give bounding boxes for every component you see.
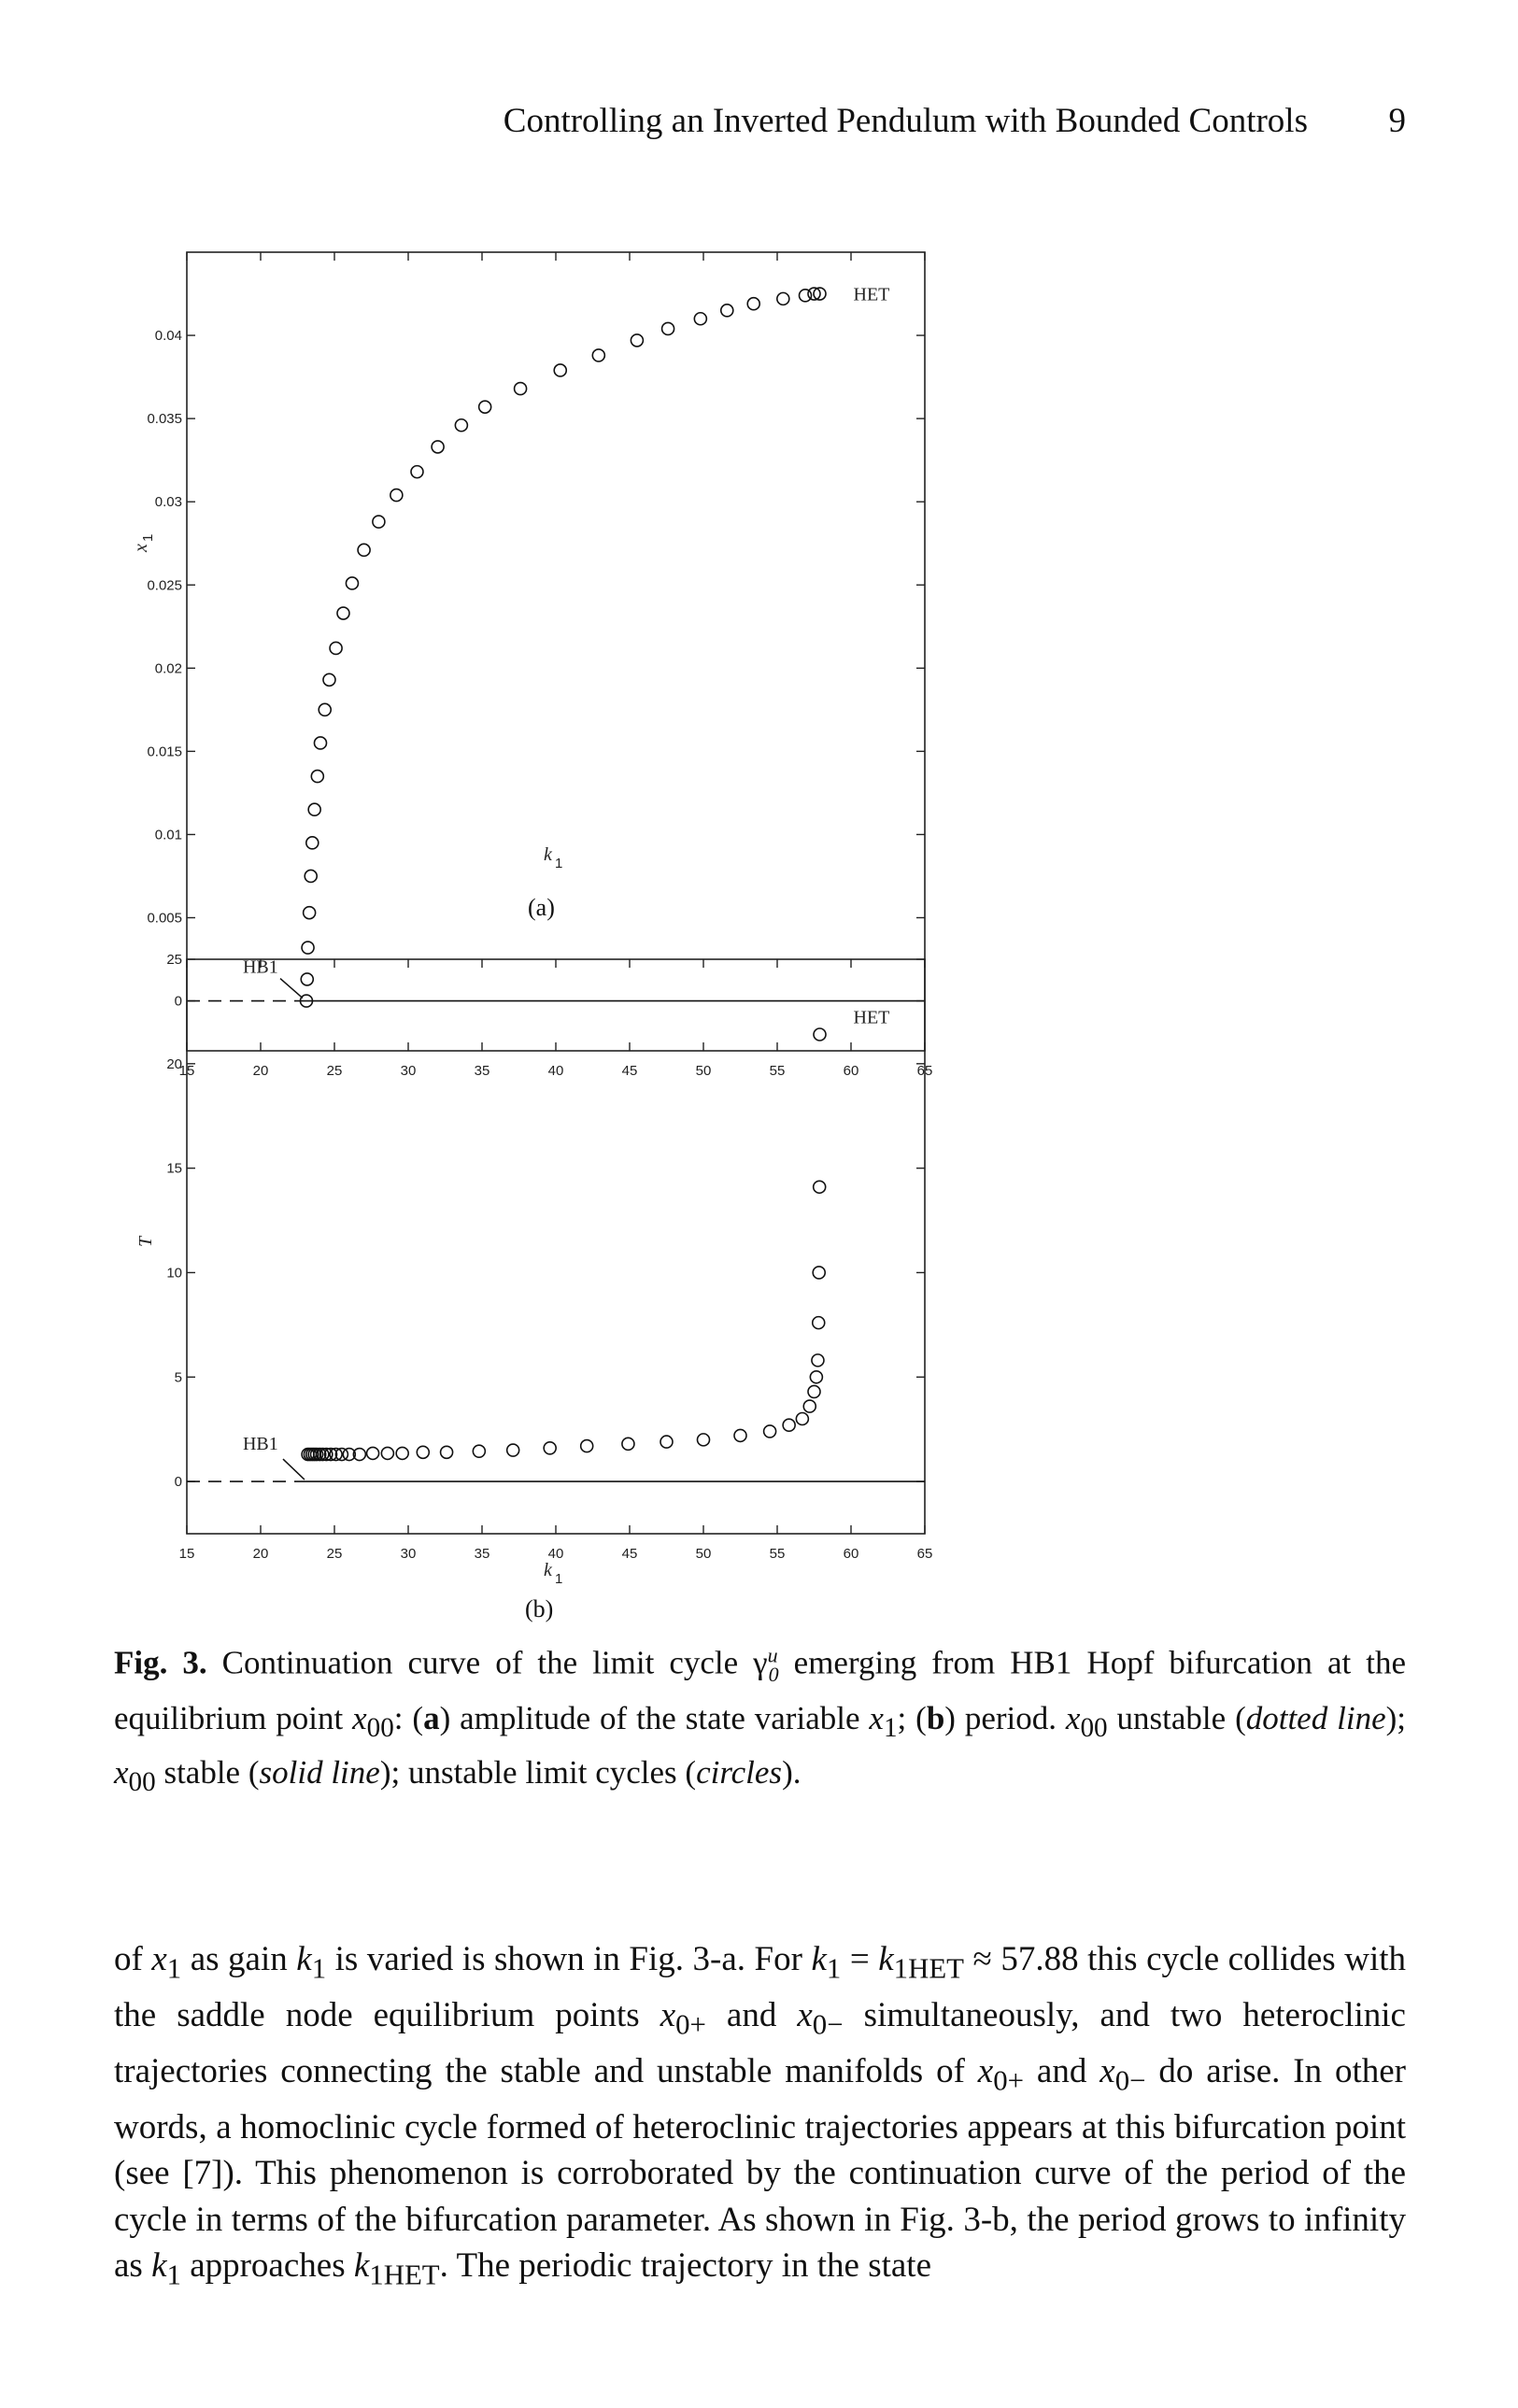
annotations — [243, 285, 889, 999]
body-text-run: ≈ 57.88 this cycle collides with the saddle node equilibrium points — [114, 1940, 1407, 2034]
caption-math: x — [352, 1699, 367, 1736]
x-axis-label-k: k — [544, 1560, 552, 1580]
body-math: x — [660, 1995, 676, 2034]
caption-math-sub: 1 — [883, 1712, 898, 1743]
caption-text: Continuation curve of the limit cycle γ — [221, 1644, 768, 1681]
limit-cycle-point — [337, 607, 349, 619]
running-header — [0, 101, 1518, 148]
body-paragraph — [114, 1936, 1406, 2299]
y-tick-label: 0 — [174, 1474, 182, 1491]
y-tick-label: 0.035 — [147, 411, 182, 428]
limit-cycle-point — [554, 364, 566, 376]
y-tick-label: 15 — [166, 1160, 182, 1177]
caption-math: x — [869, 1699, 884, 1736]
x-axis-label-sub: 1 — [555, 856, 563, 871]
body-math: k — [296, 1940, 312, 1978]
y-axis-label — [131, 534, 156, 553]
body-math-sub: 0− — [812, 2008, 844, 2041]
body-math-sub: 1 — [311, 1952, 327, 1985]
annotation-hb1: HB1 — [242, 956, 278, 978]
caption-text: ); — [1385, 1699, 1406, 1736]
body-text-run: is varied is shown in Fig. 3-a. For — [326, 1940, 812, 1978]
body-math: k — [811, 1940, 827, 1978]
limit-cycle-point — [622, 1438, 634, 1450]
caption-math-sub: 00 — [366, 1712, 394, 1743]
caption-label: Fig. 3. — [114, 1644, 207, 1681]
caption-gamma-sub: 0 — [768, 1662, 779, 1686]
y-axis-label — [135, 1235, 156, 1247]
limit-cycle-point — [800, 290, 812, 302]
x-tick-label: 15 — [178, 1546, 195, 1562]
axes-frame — [187, 252, 925, 1051]
body-text-run: approaches — [180, 2246, 354, 2286]
annotation-het: HET — [853, 1007, 890, 1028]
caption-italic: solid line — [259, 1753, 380, 1791]
limit-cycle-point — [764, 1425, 776, 1438]
limit-cycle-point — [581, 1440, 593, 1452]
x-tick-label: 40 — [547, 1063, 564, 1079]
annotation-hb1: HB1 — [242, 1434, 278, 1455]
limit-cycle-point — [455, 419, 467, 432]
caption-bold: b — [926, 1699, 945, 1736]
tick-marks — [187, 252, 925, 1051]
y-tick-label: 0.005 — [147, 910, 182, 927]
body-math: k — [151, 2246, 167, 2286]
x-tick-label: 20 — [252, 1063, 269, 1079]
limit-cycle-point — [814, 1181, 826, 1193]
x-tick-label: 15 — [178, 1063, 195, 1079]
x-tick-label: 30 — [400, 1063, 417, 1079]
body-text-run: and — [1024, 2051, 1100, 2090]
x-tick-label: 20 — [252, 1546, 269, 1562]
y-tick-label: 0.02 — [154, 660, 182, 677]
body-math: x — [797, 1995, 813, 2034]
y-tick-label: 5 — [174, 1369, 182, 1386]
limit-cycle-point — [479, 401, 491, 413]
body-math: k — [878, 1940, 894, 1978]
body-math: x — [1099, 2051, 1115, 2090]
limit-cycle-point — [592, 349, 604, 361]
limit-cycle-point — [311, 771, 323, 783]
x-axis-label-sub: 1 — [555, 1571, 563, 1587]
body-math: k — [353, 2246, 370, 2286]
body-math-sub: 0+ — [675, 2008, 706, 2041]
limit-cycle-point — [812, 1354, 824, 1367]
limit-cycle-point — [777, 292, 789, 305]
y-axis-label-T: T — [135, 1236, 156, 1247]
caption-text: ) period. — [944, 1699, 1066, 1736]
y-tick-label: 20 — [166, 1055, 182, 1072]
x-tick-label: 60 — [843, 1546, 859, 1562]
x-tick-label: 55 — [769, 1546, 786, 1562]
x-tick-label: 40 — [547, 1546, 564, 1562]
body-text-run: as gain — [181, 1940, 297, 1978]
limit-cycle-point — [367, 1447, 379, 1459]
caption-text: ) amplitude of the state variable — [439, 1699, 870, 1736]
body-text-run: of — [114, 1940, 152, 1978]
limit-cycle-point — [396, 1447, 408, 1459]
caption-math-sub: 00 — [128, 1766, 156, 1797]
limit-cycle-point — [373, 516, 385, 528]
caption-text: ; ( — [897, 1699, 927, 1736]
caption-text: stable ( — [155, 1753, 260, 1791]
x-tick-label: 30 — [400, 1546, 417, 1562]
limit-cycle-point — [796, 1413, 808, 1425]
limit-cycle-point — [734, 1429, 746, 1441]
caption-text: : ( — [393, 1699, 424, 1736]
caption-text: ); unstable limit cycles ( — [379, 1753, 697, 1791]
limit-cycle-point — [803, 1400, 816, 1412]
y-tick-label: 0.03 — [154, 494, 182, 511]
x-tick-label: 65 — [916, 1063, 933, 1079]
y-tick-label: 10 — [166, 1265, 182, 1282]
limit-cycle-point — [544, 1442, 556, 1454]
body-text-run: simultaneously, and two heteroclinic trajectories connecting the stable and unstable manifolds of — [114, 1995, 1406, 2090]
x-axis-label-k: k — [544, 844, 552, 865]
y-axis-label-x: x — [131, 544, 151, 552]
limit-cycle-point — [747, 298, 759, 310]
limit-cycle-point — [721, 305, 733, 317]
body-text-run: . The periodic trajectory in the state — [439, 2246, 932, 2286]
caption-text: emerging from HB1 Hopf bifurcation at the equilibrium point — [114, 1644, 1406, 1736]
limit-cycle-point — [813, 1267, 825, 1279]
caption-bold: a — [423, 1699, 440, 1736]
limit-cycle-point — [694, 313, 706, 325]
limit-cycle-point — [662, 322, 674, 334]
limit-cycle-point — [304, 907, 316, 919]
limit-cycle-point — [305, 870, 317, 882]
y-axis-label-sub: 1 — [140, 533, 156, 542]
page-number: 9 — [1388, 102, 1406, 140]
limit-cycle-point — [808, 1385, 820, 1397]
limit-cycle-points — [300, 288, 826, 1007]
chart-panel-b — [0, 939, 1518, 1630]
y-tick-label: 0.04 — [154, 328, 182, 345]
body-math-sub: 1HET — [369, 2259, 440, 2291]
limit-cycle-point — [783, 1419, 795, 1431]
caption-gamma-scripts — [767, 1643, 779, 1686]
figure-caption — [114, 1633, 1406, 1805]
y-tick-labels — [166, 952, 182, 1490]
x-tick-label: 35 — [474, 1546, 490, 1562]
limit-cycle-point — [441, 1446, 453, 1458]
body-math-sub: 1 — [826, 1952, 842, 1985]
limit-cycle-point — [473, 1445, 485, 1457]
subfigure-label-a: (a) — [528, 894, 555, 921]
limit-cycle-point — [810, 1371, 822, 1383]
limit-cycle-point — [330, 642, 342, 654]
limit-cycle-point — [432, 441, 444, 453]
y-tick-label: 0.015 — [147, 744, 182, 760]
limit-cycle-point — [306, 837, 319, 849]
body-math: x — [977, 2051, 994, 2090]
limit-cycle-point — [813, 1317, 825, 1329]
x-tick-label: 50 — [695, 1063, 712, 1079]
caption-text: ). — [782, 1753, 802, 1791]
limit-cycle-point — [390, 489, 403, 502]
y-tick-label: 25 — [166, 952, 182, 968]
limit-cycle-point — [323, 673, 335, 686]
body-text-run: do arise. In other words, a homoclinic cycle formed of heteroclinic trajectories appears at this bifurcation point (see [7]). This phenomenon is corroborated by the continuation curve of the period of the cycle in terms of the bifurcation parameter. As shown in Fig. 3-b, the period grows to infinity as — [114, 2051, 1406, 2286]
x-tick-label: 60 — [843, 1063, 859, 1079]
caption-math: x — [1065, 1699, 1081, 1736]
annotation-hb1-pointer — [283, 1459, 305, 1480]
x-tick-labels — [179, 1546, 933, 1562]
limit-cycle-point — [660, 1436, 673, 1448]
limit-cycle-point — [631, 334, 643, 347]
body-math-sub: 0+ — [993, 2064, 1025, 2097]
limit-cycle-point — [308, 803, 320, 815]
caption-italic: circles — [696, 1753, 783, 1791]
limit-cycle-point — [698, 1434, 710, 1446]
x-tick-label: 25 — [326, 1063, 343, 1079]
body-text-run: = — [841, 1940, 879, 1978]
limit-cycle-point — [346, 577, 358, 589]
x-tick-label: 45 — [621, 1546, 638, 1562]
x-axis-label — [544, 1560, 562, 1587]
annotations — [243, 1008, 889, 1480]
limit-cycle-point — [507, 1444, 519, 1456]
caption-text: unstable ( — [1107, 1699, 1246, 1736]
limit-cycle-points — [302, 1028, 826, 1461]
limit-cycle-point — [381, 1447, 393, 1459]
subfigure-label-b: (b) — [525, 1595, 554, 1622]
caption-math: x — [114, 1753, 129, 1791]
body-math-sub: 1 — [166, 2259, 181, 2291]
chart-panel-a — [0, 229, 1518, 1079]
x-tick-label: 50 — [695, 1546, 712, 1562]
caption-gamma-sup: u — [767, 1643, 778, 1666]
y-tick-labels — [147, 328, 182, 1010]
y-tick-label: 0.025 — [147, 577, 182, 594]
x-tick-label: 35 — [474, 1063, 490, 1079]
body-math-sub: 0− — [1114, 2064, 1146, 2097]
annotation-het: HET — [853, 284, 890, 305]
x-tick-label: 55 — [769, 1063, 786, 1079]
limit-cycle-point — [814, 1028, 826, 1041]
body-math-sub: 1HET — [893, 1952, 964, 1985]
caption-math-sub: 00 — [1080, 1712, 1108, 1743]
limit-cycle-point — [515, 383, 527, 395]
running-title: Controlling an Inverted Pendulum with Bounded Controls — [503, 102, 1308, 140]
x-tick-label: 45 — [621, 1063, 638, 1079]
body-math: x — [151, 1940, 167, 1978]
body-text-run: and — [705, 1995, 798, 2034]
body-math-sub: 1 — [166, 1952, 182, 1985]
y-tick-label: 0.01 — [154, 827, 182, 843]
x-axis-label — [544, 844, 562, 871]
x-tick-label: 65 — [916, 1546, 933, 1562]
x-tick-label: 25 — [326, 1546, 343, 1562]
limit-cycle-point — [411, 466, 423, 478]
limit-cycle-point — [314, 737, 326, 749]
limit-cycle-point — [319, 703, 331, 715]
y-tick-label: 0 — [174, 993, 182, 1010]
limit-cycle-point — [417, 1446, 429, 1458]
caption-italic: dotted line — [1245, 1699, 1386, 1736]
limit-cycle-point — [358, 544, 370, 556]
